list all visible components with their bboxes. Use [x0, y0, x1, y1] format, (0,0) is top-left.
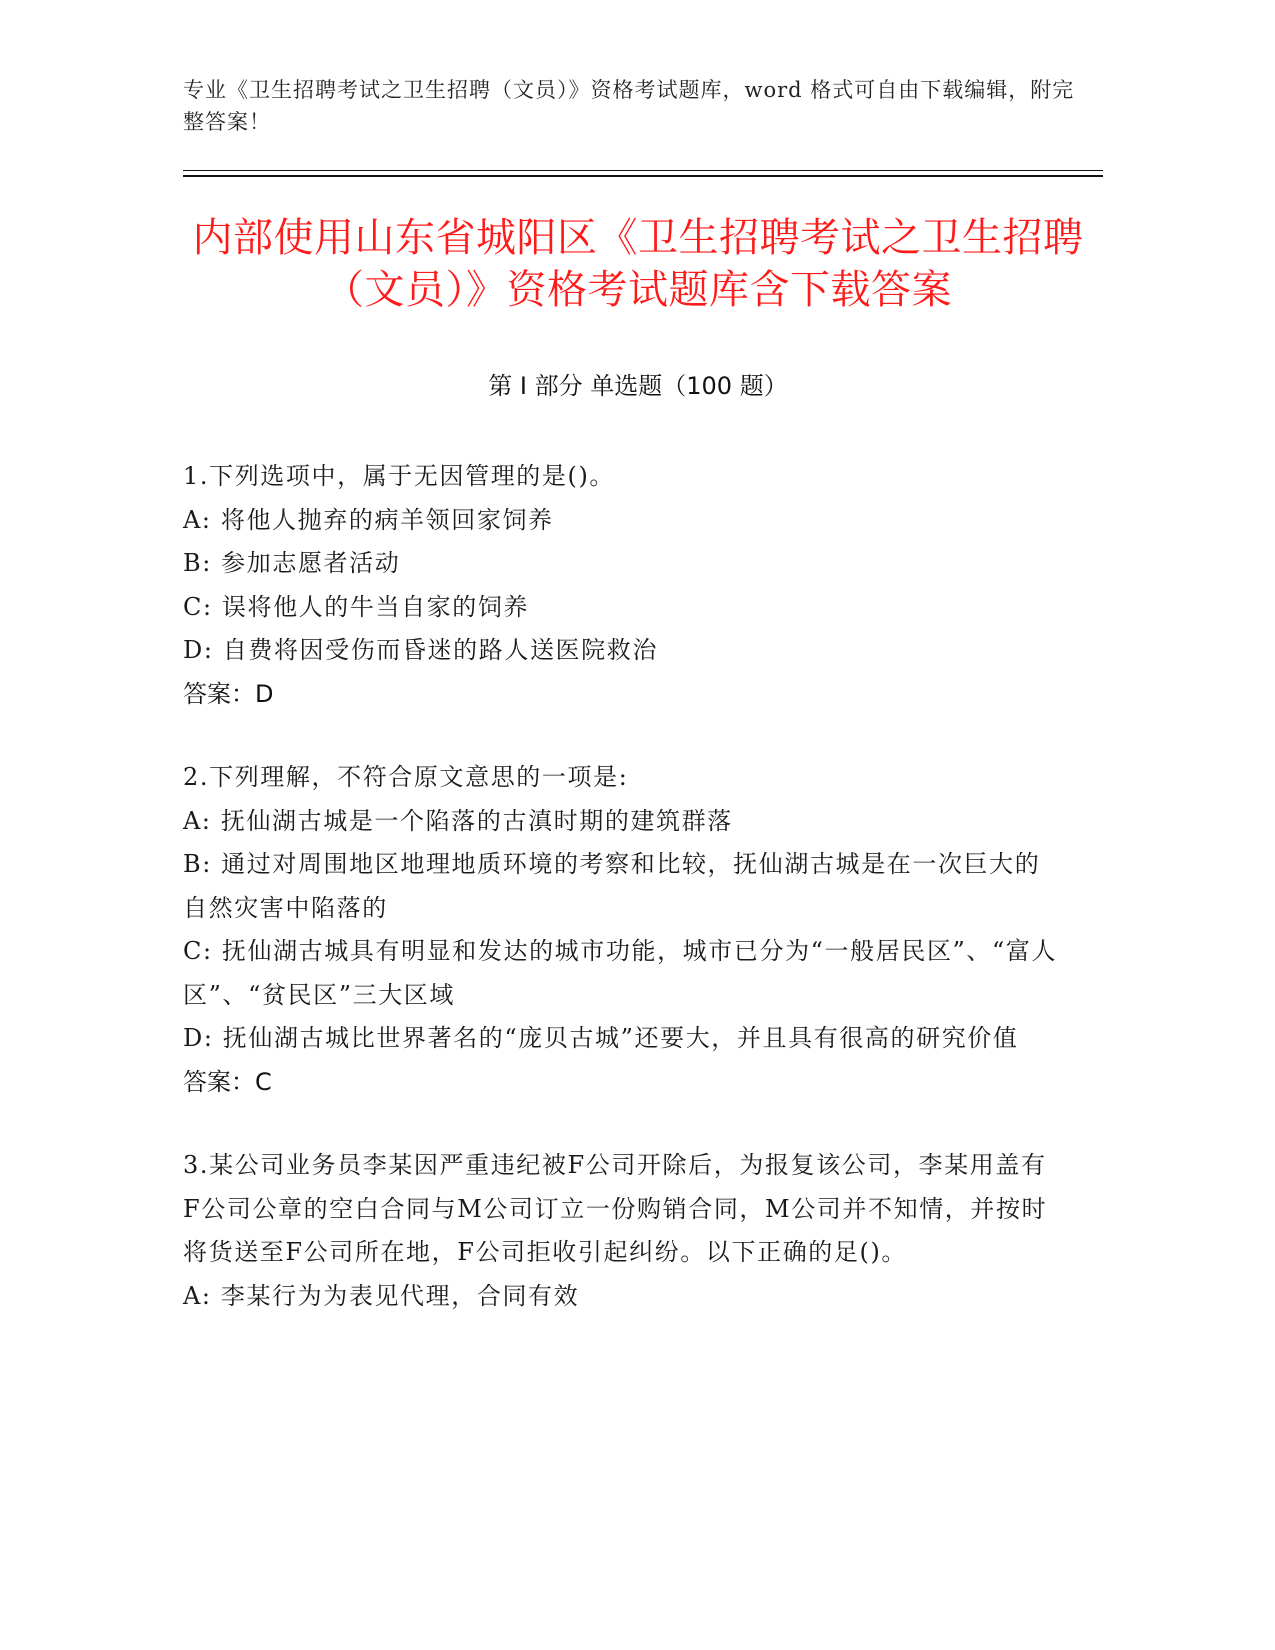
option-c: C: 抚仙湖古城具有明显和发达的城市功能，城市已分为“一般居民区”、“富人区”、“贫民区”三大区域 [183, 937, 1058, 1009]
header-rule-thick [183, 175, 1103, 177]
option-a: A: 李某行为为表见代理，合同有效 [183, 1281, 580, 1310]
option-c: C: 误将他人的牛当自家的饲养 [183, 592, 530, 621]
option-d: D: 自费将因受伤而昏迷的路人送医院救治 [183, 636, 658, 664]
answer-label: 答案：D [183, 679, 274, 708]
question-stem: 2.下列理解，不符合原文意思的一项是: [183, 763, 629, 791]
header-rule-thin [183, 170, 1103, 171]
question-stem: 3.某公司业务员李某因严重违纪被F公司开除后，为报复该公司，李某用盖有F公司公章的空白合同与M公司订立一份购销合同，M公司并不知情，并按时将货送至F公司所在地，F公司拒收引起纠纷。以下正确的足()。 [183, 1151, 1048, 1266]
answer-label: 答案：C [183, 1067, 272, 1096]
option-a: A: 抚仙湖古城是一个陷落的古滇时期的建筑群落 [183, 806, 733, 835]
option-d: D: 抚仙湖古城比世界著名的“庞贝古城”还要大，并且具有很高的研究价值 [183, 1024, 1019, 1052]
header-note: 专业《卫生招聘考试之卫生招聘（文员）》资格考试题库，word 格式可自由下载编辑，附完整答案！ [183, 78, 1075, 134]
option-b: B: 通过对周围地区地理地质环境的考察和比较，抚仙湖古城是在一次巨大的自然灾害中陷落的 [183, 850, 1041, 922]
question-2 [183, 756, 1063, 1104]
question-stem: 1.下列选项中，属于无因管理的是()。 [183, 462, 616, 490]
section-heading: 第 I 部分 单选题（100 题） [488, 372, 788, 400]
option-a: A: 将他人抛弃的病羊领回家饲养 [183, 505, 554, 534]
option-b: B: 参加志愿者活动 [183, 549, 401, 577]
question-list [183, 455, 1063, 1358]
question-1 [183, 455, 1063, 716]
question-3 [183, 1144, 1063, 1318]
document-title: 内部使用山东省城阳区《卫生招聘考试之卫生招聘（文员）》资格考试题库含下载答案 [192, 215, 1084, 313]
